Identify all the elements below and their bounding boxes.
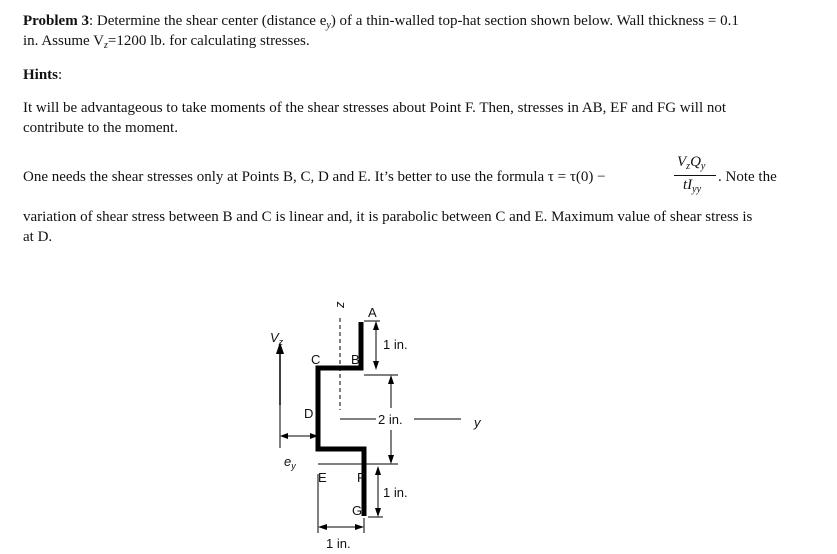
hint-para2-line3: at D.	[23, 229, 53, 245]
label-ey-letter: e	[284, 454, 292, 469]
label-vz-sub: z	[278, 337, 284, 347]
label-z: z	[332, 301, 347, 308]
problem-text-1: : Determine the shear center (distance e	[88, 13, 327, 29]
formula-den-sub: yy	[692, 184, 702, 195]
label-B: B	[351, 352, 360, 367]
problem-title: Problem 3	[23, 13, 89, 29]
dim-top-arrow-down	[373, 361, 379, 370]
label-E: E	[318, 470, 327, 485]
dim-bot-text: 1 in.	[383, 485, 408, 500]
formula-num-sub2: y	[700, 161, 706, 172]
hint-para1-line1: It will be advantageous to take moments of the shear stresses about Point F. Then, stresses in AB, EF and FG will not	[23, 100, 727, 116]
problem-text-1-end: ) of a thin-walled top-hat section shown below. Wall thickness = 0.1	[330, 13, 739, 29]
label-vz	[270, 330, 284, 347]
problem-text-2: in. Assume V	[23, 33, 104, 49]
dim-width-text: 1 in.	[326, 536, 351, 551]
dim-bot-arrow-up	[375, 466, 381, 475]
formula-den-ti: tI	[683, 177, 693, 193]
label-ey-sub: y	[291, 461, 296, 471]
dim-mid-arrow-down	[388, 455, 394, 464]
formula-num-v: V	[677, 154, 687, 170]
label-C: C	[311, 352, 321, 367]
dim-bot-arrow-down	[375, 508, 381, 517]
label-D: D	[304, 406, 314, 421]
label-A: A	[368, 305, 377, 320]
ey-subscript: y	[326, 20, 331, 31]
formula-num-sub1: z	[686, 161, 691, 172]
dim-top-text: 1 in.	[383, 337, 408, 352]
vz-subscript: z	[103, 40, 108, 51]
dim-top-arrow-up	[373, 321, 379, 330]
dim-mid-text: 2 in.	[378, 412, 403, 427]
formula-num-q: Q	[690, 154, 701, 170]
label-vz-letter: V	[270, 330, 279, 345]
ey-arrow-left	[280, 433, 288, 439]
label-F: F	[357, 470, 365, 485]
hint-para2-line1: One needs the shear stresses only at Points B, C, D and E. It’s better to use the formula τ = τ(0) −	[23, 169, 606, 185]
label-ey	[284, 454, 296, 471]
hint-para2-note: . Note the	[718, 169, 777, 185]
hint-para1-line2: contribute to the moment.	[23, 120, 178, 136]
label-y: y	[474, 415, 481, 430]
hint-para2-line2: variation of shear stress between B and C is linear and, it is parabolic between C and E. Maximum value of shear stress is	[23, 209, 753, 225]
dim-mid-arrow-up	[388, 375, 394, 384]
hints-heading: Hints:	[23, 67, 63, 83]
dim-width-arrow-right	[355, 524, 364, 530]
label-G: G	[352, 503, 363, 518]
dim-width-arrow-left	[318, 524, 327, 530]
hints-heading-text: Hints	[23, 67, 59, 83]
problem-text-2-end: =1200 lb. for calculating stresses.	[107, 33, 310, 49]
